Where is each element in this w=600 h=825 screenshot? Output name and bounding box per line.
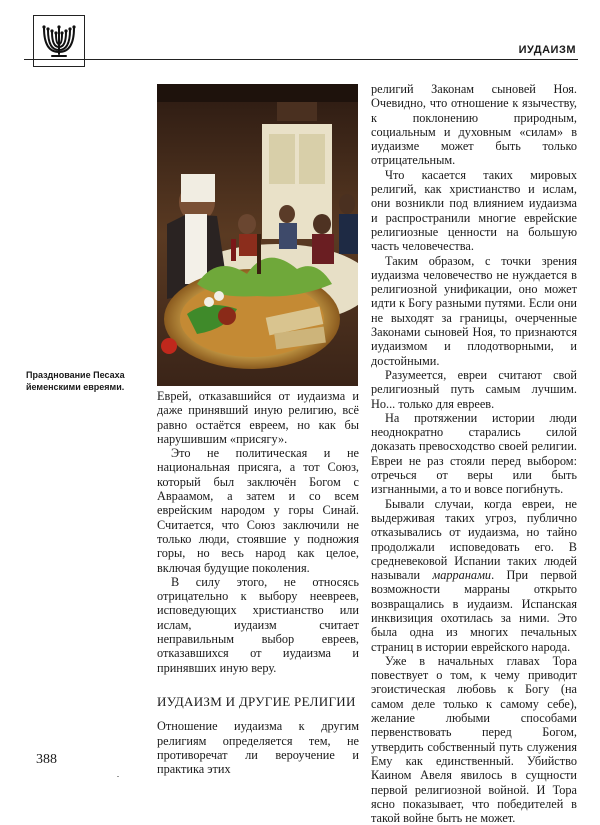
passover-photo — [157, 84, 358, 386]
paragraph: Разумеется, евреи считают свой религиозный путь самым лучшим. Но... только для евреев. — [371, 367, 577, 411]
text-span: Бывали случаи, когда евреи, не выдерживая таких угроз, публично отказывались от иудаизма, но тайно продолжали исповедовать его. В средневековой Испании таких людей называли — [371, 496, 577, 583]
paragraph: религий Законам сыновей Ноя. Очевидно, что отношение к язычеству, к поклонению природным, социальным и духовным «силам» в иудаизме может быть только отрицательным. — [371, 82, 577, 168]
paragraph: Таким образом, с точки зрения иудаизма человечество не нуждается в религиозной унификации, оно может идти к Богу разными путями. Если они не выходят за границы, очерченные Законами сыновей Ноя, то признаются иудаизмом и плодотворными, и достойными. — [371, 253, 577, 368]
paragraph: В силу этого, не относясь отрицательно к выбору неевреев, исповедующих христианство или ислам, иудаизм считает неправильным выбор евреев, отказавшихся от иудаизма и принявших иную веру. — [157, 574, 359, 675]
paragraph: Это не политическая и не национальная присяга, а тот Союз, который был заключён Богом с Авраамом, а затем и со всем еврейским народом у горы Синай. Считается, что Союз заключили не только люди, стоявшие у подножия горы, но весь народ как целое, включая будущие поколения. — [157, 446, 359, 575]
passover-photo-image — [157, 84, 358, 386]
caption-line: Празднование Песаха — [26, 370, 125, 380]
photo-caption — [26, 369, 151, 393]
paragraph: Уже в начальных главах Тора повествует о том, к чему приводит эгоистическая любовь к Богу (на самом деле только к самому себе), желание любыми способами первенствовать перед Богом, утвердить собственный путь служения Ему как единственный. Убийство Каином Авеля явилось в сущности первой религиозной войной. И Тора ясно показывает, что победителей в такой войне быть не может. — [371, 653, 577, 825]
print-mark — [117, 776, 119, 777]
text-span: . При первой возможности марраны открыто возвращались в иудаизм. Испанская инквизиция охотилась за ними. Это была одна из многих печальных страниц в истории еврейского народа. — [371, 568, 577, 654]
left-text-column — [157, 389, 359, 776]
paragraph: Еврей, отказавшийся от иудаизма и даже принявший иную религию, всё равно остаётся евреем, но как бы нарушившим «присягу». — [157, 389, 359, 446]
page-number: 388 — [36, 752, 57, 767]
paragraph — [371, 497, 577, 654]
italic-term: марранами — [432, 568, 492, 583]
header-rule — [24, 59, 578, 60]
section-subheading: ИУДАИЗМ И ДРУГИЕ РЕЛИГИИ — [157, 693, 356, 709]
section-title: ИУДАИЗМ — [518, 44, 576, 56]
paragraph: Что касается таких мировых религий, как христианство и ислам, они возникли под влиянием иудаизма и распространили многие еврейские религиозные ценности на большую часть человечества. — [371, 167, 577, 254]
paragraph: Отношение иудаизма к другим религиям определяется тем, не противоречат ли вероучение и практика этих — [157, 719, 359, 777]
paragraph: На протяжении истории люди неоднократно старались силой доказать превосходство своей религии. Евреи не раз стояли перед выбором: отречься от веры или быть изгнанными, а то и вовсе погибнуть. — [371, 410, 577, 497]
right-text-column — [371, 82, 577, 825]
caption-line: йеменскими евреями. — [26, 382, 125, 392]
